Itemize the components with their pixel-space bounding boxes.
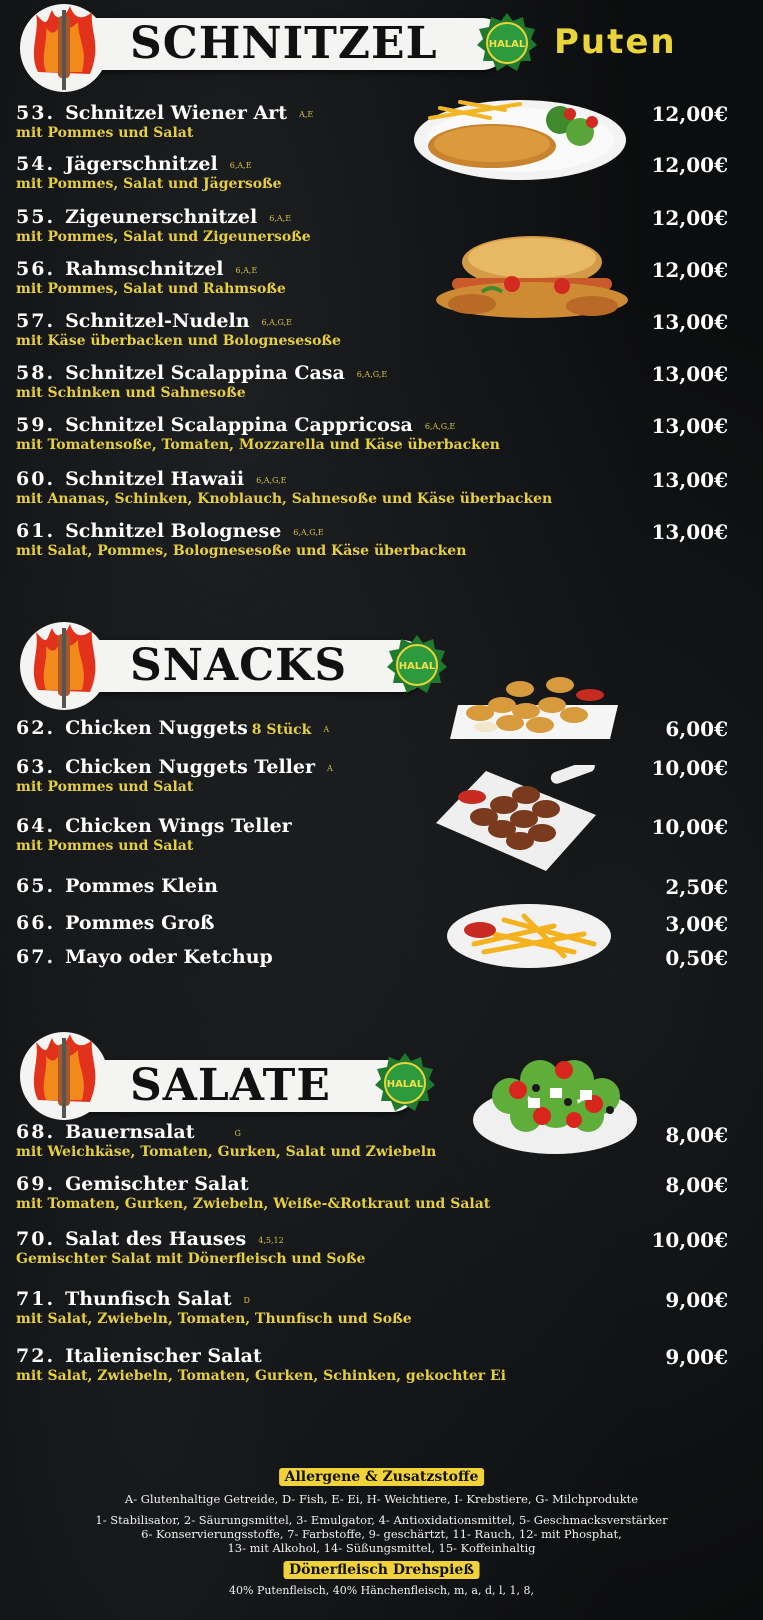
item-allergen-code: 6,A,G,E xyxy=(256,475,287,485)
item-name: Pommes Groß xyxy=(65,912,215,934)
item-description: mit Tomaten, Gurken, Zwiebeln, Weiße-&Rotkraut und Salat xyxy=(16,1196,491,1212)
halal-badge-label: HALAL xyxy=(386,1079,424,1090)
halal-badge-label: HALAL xyxy=(398,661,436,672)
item-description: mit Pommes, Salat und Rahmsoße xyxy=(16,281,286,297)
menu-item xyxy=(16,717,728,739)
item-price: 9,00€ xyxy=(665,1345,728,1369)
item-price: 9,00€ xyxy=(665,1288,728,1312)
item-description: Gemischter Salat mit Dönerfleisch und Soße xyxy=(16,1251,366,1267)
item-name: Chicken Wings Teller xyxy=(65,815,292,837)
allergens-line: A- Glutenhaltige Getreide, D- Fish, E- Ei, H- Weichtiere, I- Krebstiere, G- Milchprodukte xyxy=(124,1492,639,1506)
item-number: 54. xyxy=(16,153,56,175)
item-name: Chicken Nuggets Teller xyxy=(65,756,315,778)
item-number: 72. xyxy=(16,1345,56,1367)
menu-item xyxy=(16,206,728,245)
item-description: mit Salat, Pommes, Bolognesesoße und Käse überbacken xyxy=(16,543,467,559)
item-allergen-code: A,E xyxy=(299,109,314,119)
item-description: mit Salat, Zwiebeln, Tomaten, Gurken, Schinken, gekochter Ei xyxy=(16,1368,506,1384)
menu-item xyxy=(16,875,728,897)
menu-item xyxy=(16,362,728,401)
schnitzel-header xyxy=(18,0,758,80)
halal-badge-icon xyxy=(374,1052,436,1114)
puten-label: Puten xyxy=(554,22,677,62)
menu-item xyxy=(16,520,728,559)
item-price: 8,00€ xyxy=(665,1123,728,1147)
doener-title: Dönerfleisch Drehspieß xyxy=(283,1561,480,1579)
item-number: 71. xyxy=(16,1288,56,1310)
item-allergen-code: 6,A,E xyxy=(229,160,252,170)
item-description: mit Weichkäse, Tomaten, Gurken, Salat und Zwiebeln xyxy=(16,1144,437,1160)
menu-item xyxy=(16,1121,728,1160)
item-description: mit Tomatensoße, Tomaten, Mozzarella und Käse überbacken xyxy=(16,437,500,453)
item-number: 59. xyxy=(16,414,56,436)
item-number: 63. xyxy=(16,756,56,778)
item-name: Jägerschnitzel xyxy=(65,153,218,175)
item-name: Schnitzel Wiener Art xyxy=(65,102,288,124)
item-allergen-code: 4,5,12 xyxy=(258,1235,284,1245)
item-price: 10,00€ xyxy=(651,756,728,780)
item-price: 12,00€ xyxy=(651,153,728,177)
item-number: 53. xyxy=(16,102,56,124)
item-name: Schnitzel Scalappina Casa xyxy=(65,362,345,384)
item-price: 13,00€ xyxy=(651,362,728,386)
item-name: Thunfisch Salat xyxy=(65,1288,232,1310)
item-price: 3,00€ xyxy=(665,912,728,936)
item-number: 65. xyxy=(16,875,56,897)
menu-item xyxy=(16,756,728,795)
item-price: 12,00€ xyxy=(651,102,728,126)
halal-badge-icon xyxy=(386,634,448,696)
item-number: 57. xyxy=(16,310,56,332)
item-description: mit Pommes und Salat xyxy=(16,838,194,854)
doener-line: 40% Putenfleisch, 40% Hänchenfleisch, m, a, d, l, 1, 8, xyxy=(229,1584,534,1597)
item-number: 69. xyxy=(16,1173,56,1195)
item-allergen-code: 6,A,G,E xyxy=(356,369,388,379)
item-price: 6,00€ xyxy=(665,717,728,741)
menu-item xyxy=(16,1228,728,1267)
menu-item xyxy=(16,414,728,453)
menu-item xyxy=(16,1345,728,1384)
schnitzel-title: SCHNITZEL xyxy=(130,18,438,69)
item-name: Chicken Nuggets xyxy=(65,717,248,739)
item-number: 67. xyxy=(16,946,56,968)
item-name: Gemischter Salat xyxy=(65,1173,249,1195)
item-price: 13,00€ xyxy=(651,468,728,492)
doner-flame-icon xyxy=(18,2,110,94)
item-name: Bauernsalat xyxy=(65,1121,195,1143)
allergens-title: Allergene & Zusatzstoffe xyxy=(279,1468,485,1486)
item-price: 13,00€ xyxy=(651,310,728,334)
item-allergen-code: 6,A,E xyxy=(269,213,292,223)
item-description: mit Käse überbacken und Bolognesesoße xyxy=(16,333,341,349)
item-price: 13,00€ xyxy=(651,414,728,438)
additives-line-3: 13- mit Alkohol, 14- Süßungsmittel, 15- Koffeinhaltig xyxy=(227,1541,536,1555)
item-description: mit Pommes und Salat xyxy=(16,779,194,795)
item-number: 64. xyxy=(16,815,56,837)
item-name: Zigeunerschnitzel xyxy=(65,206,258,228)
additives-line-1: 1- Stabilisator, 2- Säurungsmittel, 3- Emulgator, 4- Antioxidationsmittel, 5- Geschmacksverstärker xyxy=(95,1513,668,1527)
halal-badge-icon xyxy=(476,12,538,74)
item-allergen-code: A xyxy=(323,724,330,734)
item-price: 10,00€ xyxy=(651,1228,728,1252)
item-price: 8,00€ xyxy=(665,1173,728,1197)
item-price: 13,00€ xyxy=(651,520,728,544)
additives-line-2: 6- Konservierungsstoffe, 7- Farbstoffe, 9- geschärtzt, 11- Rauch, 12- mit Phosphat, xyxy=(141,1527,622,1541)
menu-item xyxy=(16,153,728,192)
snacks-header xyxy=(18,620,758,700)
doner-flame-icon xyxy=(18,1030,110,1122)
item-price: 10,00€ xyxy=(651,815,728,839)
item-name: Salat des Hauses xyxy=(65,1228,247,1250)
snacks-title: SNACKS xyxy=(130,640,348,691)
item-name: Pommes Klein xyxy=(65,875,218,897)
item-name: Schnitzel Scalappina Cappricosa xyxy=(65,414,413,436)
item-allergen-code: 6,A,E xyxy=(235,265,258,275)
item-description: mit Pommes, Salat und Jägersoße xyxy=(16,176,282,192)
item-name: Schnitzel Bolognese xyxy=(65,520,282,542)
item-number: 58. xyxy=(16,362,56,384)
item-allergen-code: 6,A,G,E xyxy=(293,527,324,537)
item-price: 2,50€ xyxy=(665,875,728,899)
menu-item xyxy=(16,102,728,141)
item-number: 60. xyxy=(16,468,56,490)
menu-item xyxy=(16,946,728,968)
menu-item xyxy=(16,310,728,349)
item-number: 55. xyxy=(16,206,56,228)
item-name: Italienischer Salat xyxy=(65,1345,262,1367)
item-quantity: 8 Stück xyxy=(251,722,312,738)
item-name: Schnitzel Hawaii xyxy=(65,468,245,490)
item-allergen-code: 6,A,G,E xyxy=(424,421,456,431)
item-description: mit Salat, Zwiebeln, Tomaten, Thunfisch und Soße xyxy=(16,1311,412,1327)
salate-title: SALATE xyxy=(130,1060,331,1111)
item-number: 61. xyxy=(16,520,56,542)
salate-header xyxy=(18,1050,758,1130)
item-name: Mayo oder Ketchup xyxy=(65,946,273,968)
item-number: 62. xyxy=(16,717,56,739)
item-description: mit Pommes, Salat und Zigeunersoße xyxy=(16,229,311,245)
menu-item xyxy=(16,468,728,507)
menu-item xyxy=(16,258,728,297)
item-allergen-code: G xyxy=(234,1128,241,1138)
menu-item xyxy=(16,912,728,934)
item-number: 70. xyxy=(16,1228,56,1250)
menu-item xyxy=(16,815,728,854)
item-allergen-code: D xyxy=(243,1295,250,1305)
item-description: mit Ananas, Schinken, Knoblauch, Sahnesoße und Käse überbacken xyxy=(16,491,553,507)
menu-item xyxy=(16,1288,728,1327)
item-number: 56. xyxy=(16,258,56,280)
item-price: 12,00€ xyxy=(651,206,728,230)
item-allergen-code: 6,A,G,E xyxy=(261,317,292,327)
item-number: 68. xyxy=(16,1121,56,1143)
item-allergen-code: A xyxy=(326,763,333,773)
item-price: 12,00€ xyxy=(651,258,728,282)
item-description: mit Pommes und Salat xyxy=(16,125,194,141)
item-description: mit Schinken und Sahnesoße xyxy=(16,385,246,401)
item-number: 66. xyxy=(16,912,56,934)
halal-badge-label: HALAL xyxy=(488,39,526,50)
item-name: Schnitzel-Nudeln xyxy=(65,310,250,332)
menu-item xyxy=(16,1173,728,1212)
item-name: Rahmschnitzel xyxy=(65,258,224,280)
doner-flame-icon xyxy=(18,620,110,712)
item-price: 0,50€ xyxy=(665,946,728,970)
